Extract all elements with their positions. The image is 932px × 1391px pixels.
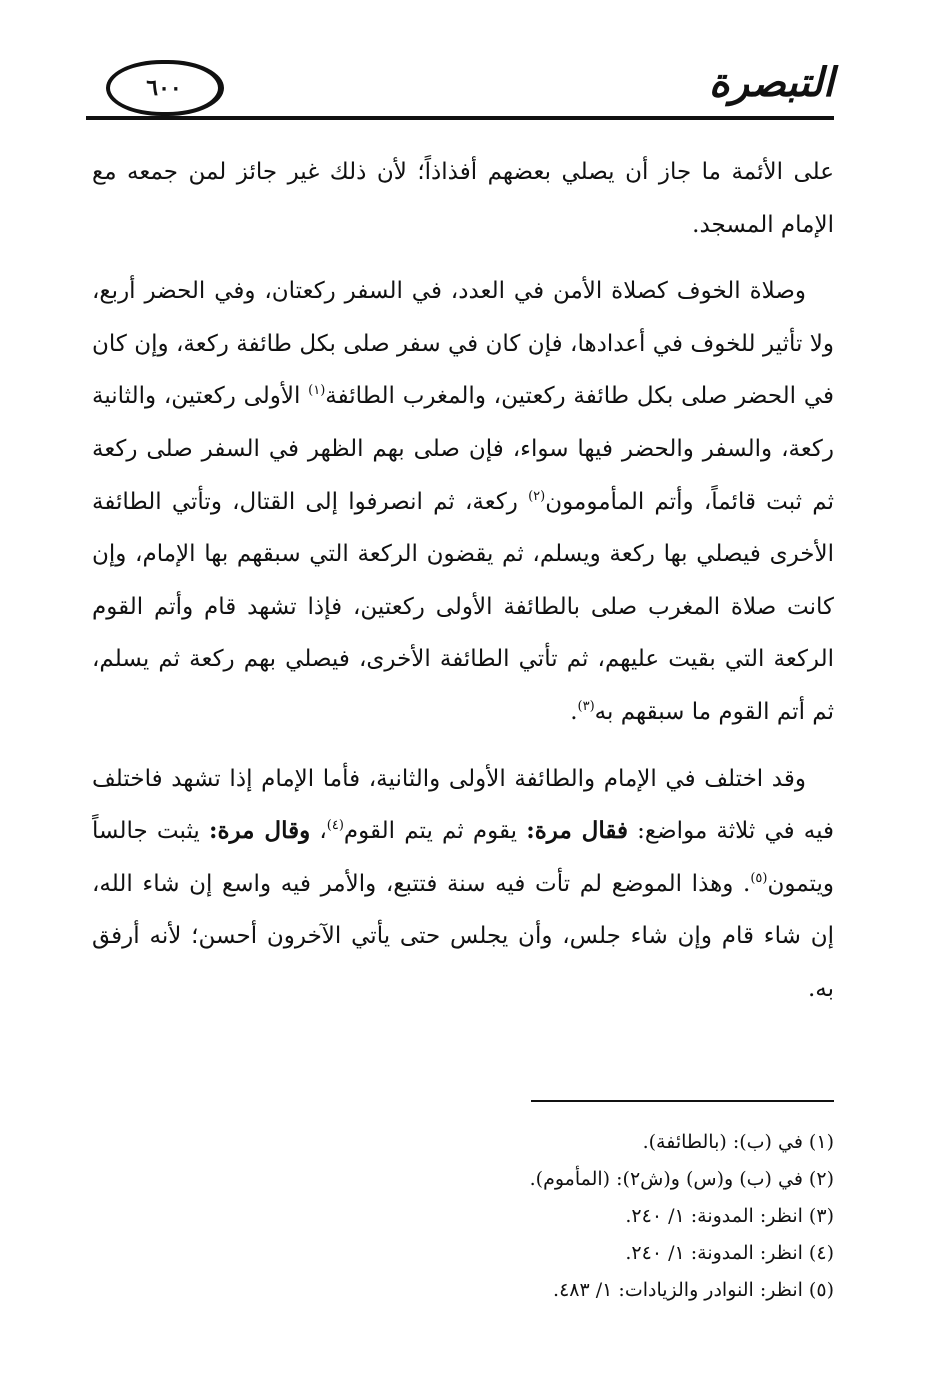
footnote-item: (٤) انظر: المدونة: ١/ ٢٤٠.: [625, 1242, 834, 1264]
footnote-separator: [531, 1100, 834, 1102]
paragraph-3-bold-2: وقال مرة:: [208, 817, 311, 845]
paragraph-2-text-d: .: [570, 698, 578, 725]
page-number: ٦٠٠: [146, 75, 182, 101]
footnote-item: (٥) انظر: النوادر والزيادات: ١/ ٤٨٣.: [553, 1279, 834, 1301]
page-number-oval: [106, 60, 224, 116]
footnote-ref-1[interactable]: (١): [308, 383, 326, 399]
footnote-ref-5[interactable]: (٥): [750, 870, 768, 886]
paragraph-2-text-b: الأولى ركعتين، والثانية ركعة، والسفر والحضر فيها سواء، فإن صلى بهم الظهر في السفر صلى ركعة ثم ثبت قائماً، وأتم المأمومون: [92, 383, 834, 515]
footnote-item: (٣) انظر: المدونة: ١/ ٢٤٠.: [625, 1205, 834, 1227]
paragraph-3-text-a: وقد اختلف في الإمام والطائفة الأولى والثانية، فأما الإمام إذا تشهد فاختلف فيه في ثلاثة مواضع:: [92, 765, 835, 845]
paragraph-2-text-c: ركعة، ثم انصرفوا إلى القتال، وتأتي الطائفة الأخرى فيصلي بها ركعة ويسلم، ثم يقضون الركعة التي سبقهم بها الإمام، وإن كانت صلاة المغرب صلى بالطائفة الأولى ركعتين، فإذا تشهد قام وأتم القوم الركعة التي بقيت عليهم، ثم تأتي الطائفة الأخرى، فيصلي بهم ركعة ثم يسلم، ثم أتم القوم ما سبقهم به: [92, 488, 834, 725]
footnote-ref-2[interactable]: (٢): [528, 488, 546, 504]
paragraph-3: [92, 753, 834, 1016]
page-header: [86, 52, 834, 124]
paragraph-3-text-e: . وهذا الموضع لم تأت فيه سنة فتتبع، والأمر فيه واسع إن شاء الله، إن شاء قام وإن شاء جلس، وأن يجلس حتى يأتي الآخرون أحسن؛ لأنه أرفق به.: [92, 870, 834, 1002]
footnotes-list: [92, 1124, 834, 1309]
footnote-item: (٢) في (ب) و(س) و(ش٢): (المأموم).: [529, 1168, 834, 1190]
footnote-ref-3[interactable]: (٣): [577, 698, 595, 714]
paragraph-3-text-d: يثبت جالساً ويتمون: [92, 818, 834, 897]
paragraph-1-text: على الأئمة ما جاز أن يصلي بعضهم أفذاذاً؛ لأن ذلك غير جائز لمن جمعه مع الإمام المسجد.: [92, 159, 835, 238]
book-title-calligraphy: التبصرة: [708, 59, 834, 106]
paragraph-2: [92, 265, 834, 738]
paragraph-3-text-c: ،: [310, 818, 327, 845]
paragraph-3-text-b: يقوم ثم يتم القوم: [343, 818, 527, 845]
paragraph-1: [92, 146, 834, 251]
footnote-item: (١) في (ب): (بالطائفة).: [642, 1131, 834, 1153]
main-text: [92, 146, 834, 1030]
paragraph-3-bold-1: فقال مرة:: [526, 817, 628, 845]
footnote-ref-4[interactable]: (٤): [326, 818, 344, 834]
header-rule: [86, 116, 834, 120]
paragraph-2-text-a: وصلاة الخوف كصلاة الأمن في العدد، في السفر ركعتان، وفي الحضر أربع، ولا تأثير للخوف في أعدادها، فإن كان في سفر صلى بكل طائفة ركعة، وإن كان في الحضر صلى بكل طائفة ركعتين، والمغرب الطائفة: [92, 278, 834, 410]
